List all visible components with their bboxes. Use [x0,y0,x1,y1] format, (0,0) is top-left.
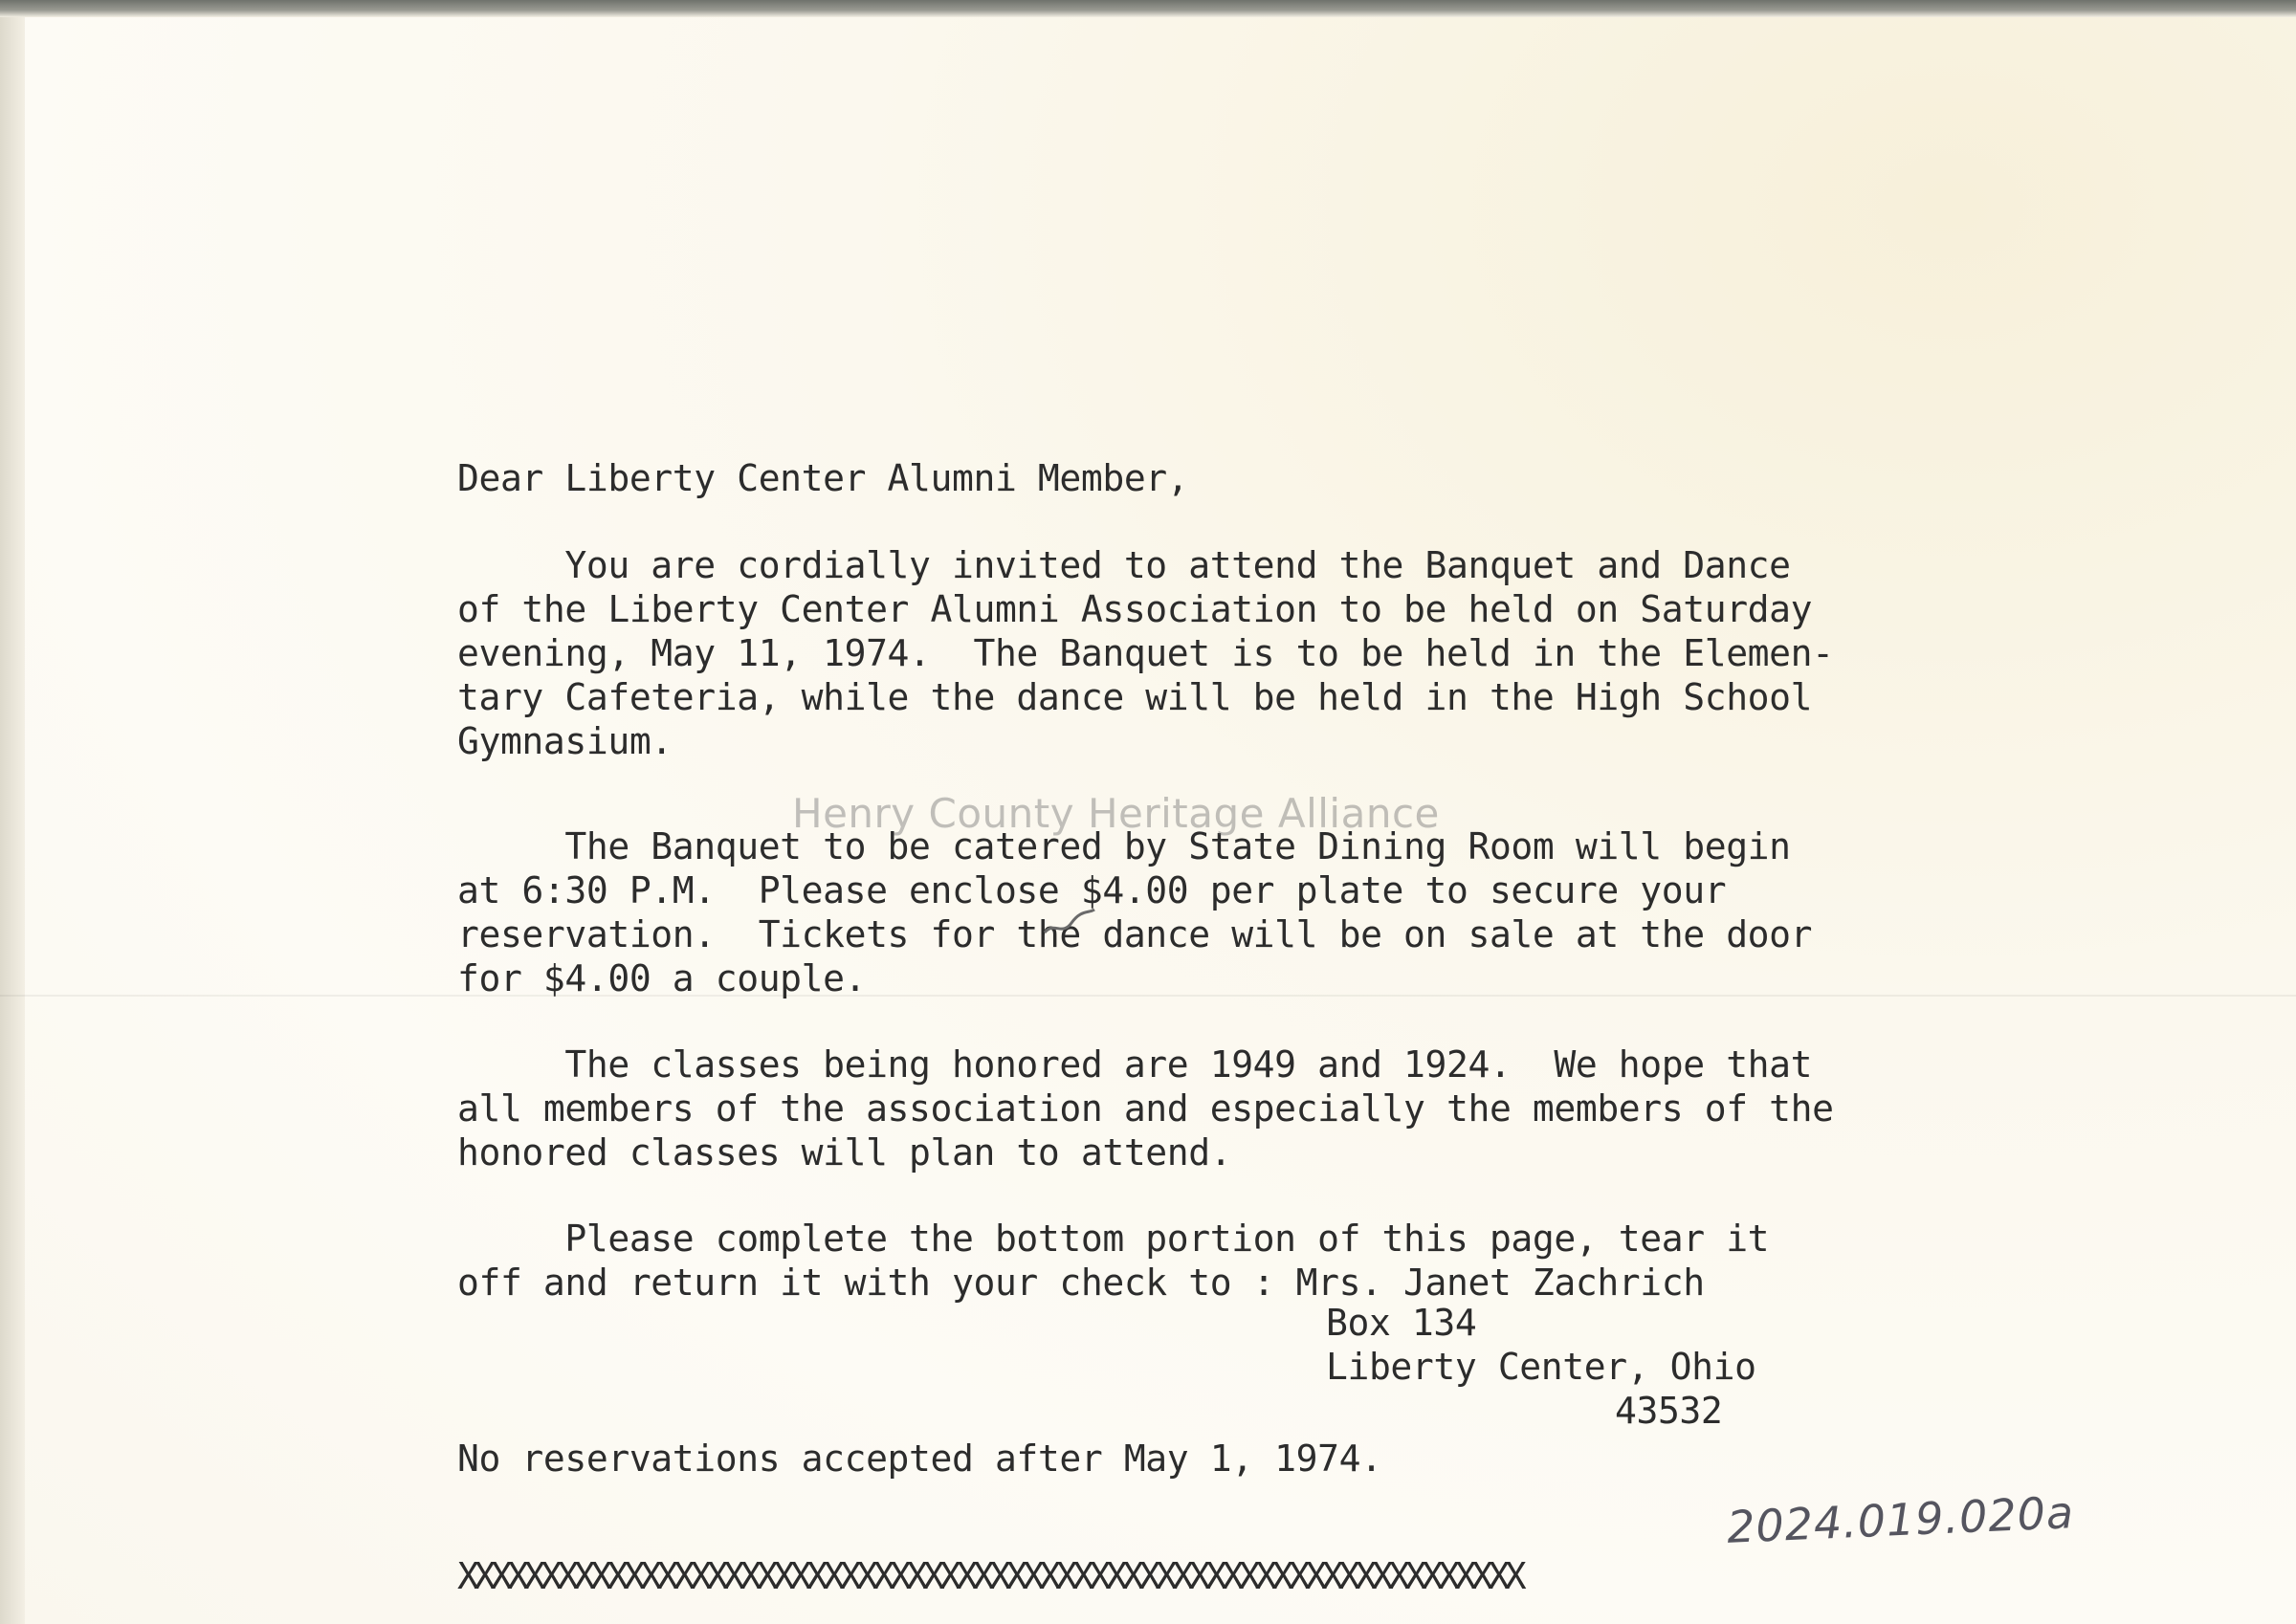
paragraph-banquet-details: The Banquet to be catered by State Dining Room will begin at 6:30 P.M. Please enclose $4.00 per plate to secure your reservation. Tickets for the dance will be on sale at the door for $4.00 a couple. [457,825,1813,999]
watermark: Henry County Heritage Alliance [792,790,1440,837]
paragraph-return-instructions: Please complete the bottom portion of this page, tear it off and return it with your check to : Mrs. Janet Zachrich [457,1218,1770,1304]
address-box: Box 134 [1326,1302,1477,1344]
tear-off-line: XXXXXXXXXXXXXXXXXXXXXXXXXXXXXXXXXXXXXXXXXXXXXXXXXXXXXXXXXXXXXXXX [457,1555,1522,1597]
paragraph-honored-classes: The classes being honored are 1949 and 1924. We hope that all members of the association and especially the members of the honored classes will plan to attend. [457,1043,1834,1174]
address-city: Liberty Center, Ohio [1326,1346,1756,1388]
reservation-deadline: No reservations accepted after May 1, 1974. [457,1437,1382,1480]
catalog-number: 2024.019.020a [1725,1486,2076,1553]
ink-mark [1041,904,1098,942]
scan-edge-left [0,0,25,1624]
scan-edge-top [0,0,2296,17]
paragraph-invitation: You are cordially invited to attend the Banquet and Dance of the Liberty Center Alumni Association to be held on Saturday evening, May 11, 1974. The Banquet is to be held in the Elemen- tary Cafeteria, while the dance will be held in the High School Gymnasium. [457,544,1834,762]
letter-greeting: Dear Liberty Center Alumni Member, [457,457,1189,499]
address-zip: 43532 [1615,1390,1723,1432]
